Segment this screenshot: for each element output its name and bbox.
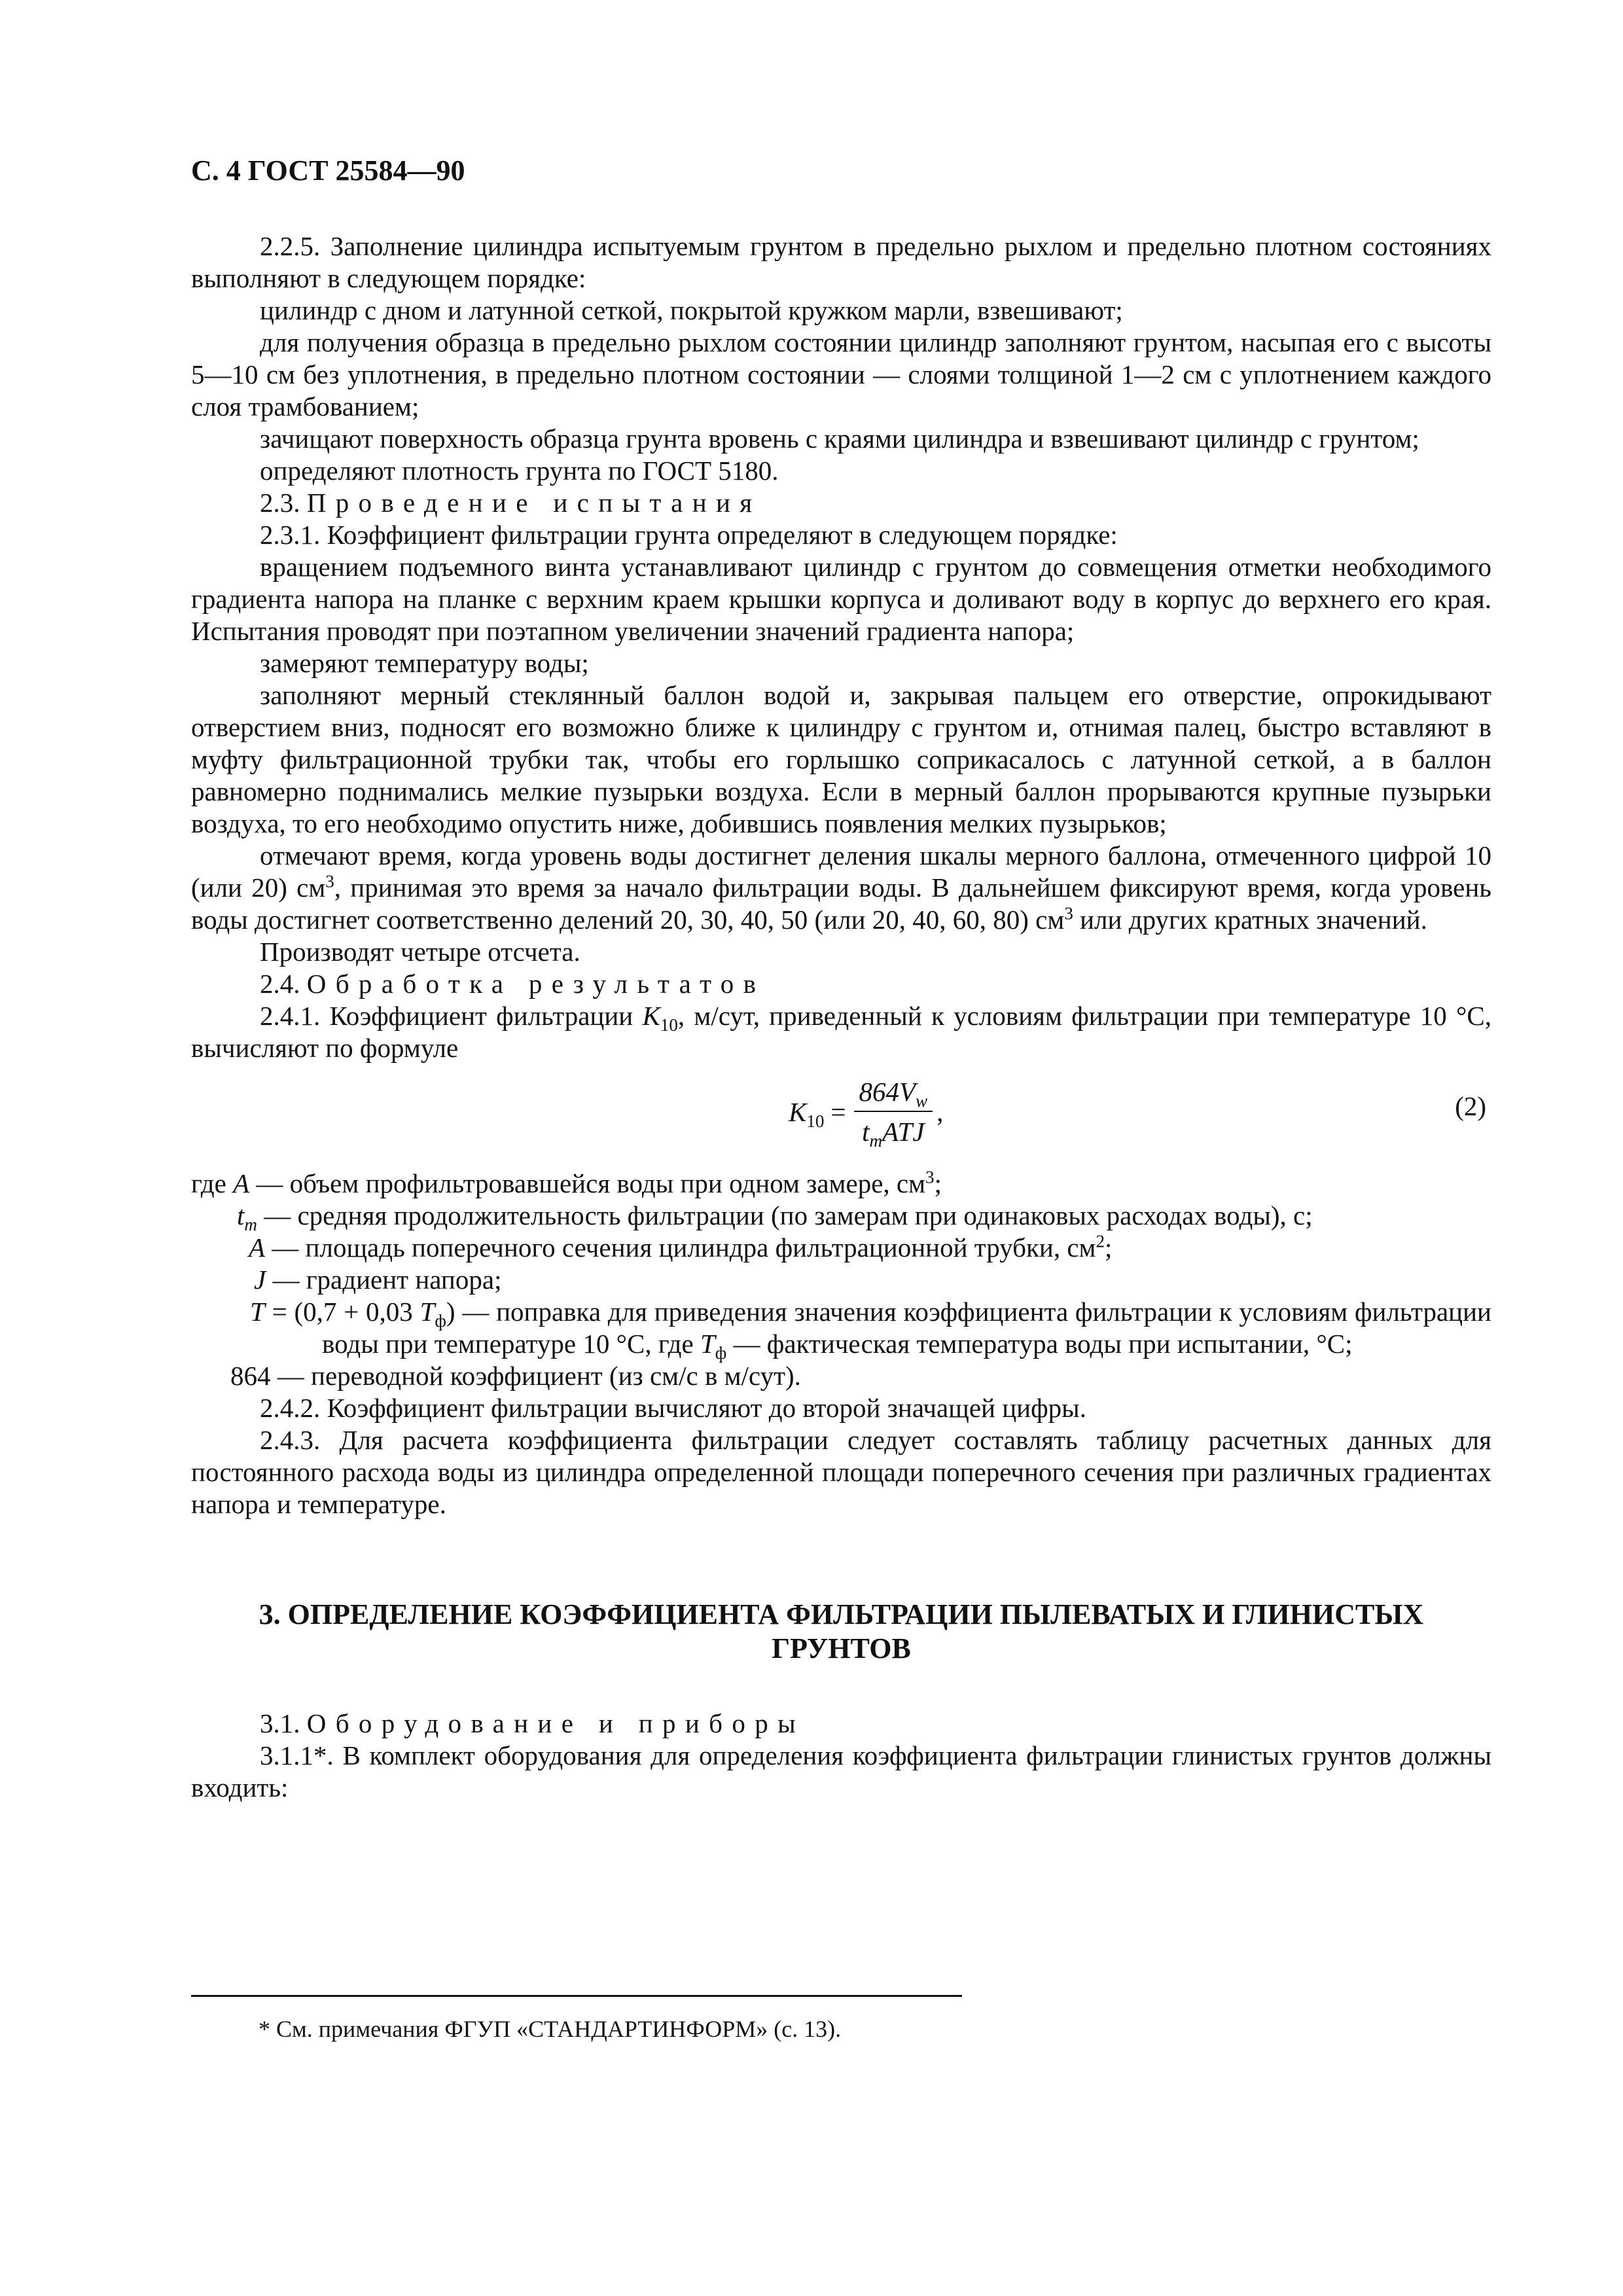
list-item: для получения образца в предельно рыхлом состоянии цилиндр заполняют грунтом, насыпая его с высоты 5—10 см без уплотнения, в предельно плотном состоянии — слоями толщиной 1—2 см с уплотнением каждого слоя трамбованием; (191, 327, 1491, 422)
paragraph-2-4-1: 2.4.1. Коэффициент фильтрации $K_{10}$, м/сут, приведенный к условиям фильтрации при температуре 10 °С, вычисляют по формуле (191, 1001, 1491, 1063)
subsection-title: Обработка результатов (306, 969, 766, 999)
subsection-heading-3-1 (191, 1708, 1491, 1740)
where-item: J — градиент напора; (254, 1265, 502, 1295)
formula-lhs: $K_{10}$ (789, 1096, 825, 1131)
where-item: 864 — переводной коэффициент (из см/с в м/сут). (230, 1361, 801, 1391)
formula-denominator: $t_mATJ$ (862, 1117, 925, 1151)
subsection-title: Проведение испытания (306, 488, 762, 518)
document-body (191, 230, 1491, 1804)
subsection-heading-2-4 (191, 968, 1491, 1000)
where-item: A — площадь поперечного сечения цилиндра фильтрационной трубки, $см^2$; (249, 1231, 1113, 1263)
page-header: С. 4 ГОСТ 25584—90 (191, 154, 465, 187)
paragraph-3-1-1: 3.1.1*. В комплект оборудования для определения коэффициента фильтрации глинистых грунтов должны входить: (191, 1740, 1491, 1803)
where-item: $t_m$ — средняя продолжительность фильтрации (по замерам при одинаковых расходах воды), с; (237, 1200, 1313, 1235)
formula-fraction (854, 1076, 933, 1151)
subsection-heading-2-3 (191, 487, 1491, 519)
subsection-number: 2.4. (260, 969, 300, 999)
list-item: заполняют мерный стеклянный баллон водой и, закрывая пальцем его отверстие, опрокидывают отверстием вниз, подносят его возможно ближе к цилиндру с грунтом и, отнимая палец, быстро вставляют в муфту фильтрационной трубки так, чтобы его горлышко соприкасалось с латунной сеткой, а в баллон равномерно поднимались мелкие пузырьки воздуха. Если в мерный баллон прорываются крупные пузырьки воздуха, то его необходимо опустить ниже, добившись появления мелких пузырьков; (191, 680, 1491, 838)
subsection-number: 2.3. (260, 488, 300, 518)
footnote: * См. примечания ФГУП «СТАНДАРТИНФОРМ» (с. 13). (259, 2016, 842, 2042)
list-item: отмечают время, когда уровень воды достигнет деления шкалы мерного баллона, отмеченного цифрой 10 (или 20) $см^3$, принимая это время за начало фильтрации воды. В дальнейшем фиксируют время, когда уровень воды достигнет соответственно делений 20, 30, 40, 50 (или 20, 40, 60, 80) $см^3$ или других кратных значений. (191, 840, 1491, 935)
paragraph-2-4-2: 2.4.2. Коэффициент фильтрации вычисляют до второй значащей цифры. (260, 1393, 1086, 1423)
list-item: зачищают поверхность образца грунта вровень с краями цилиндра и взвешивают цилиндр с грунтом; (260, 423, 1419, 454)
list-item: определяют плотность грунта по ГОСТ 5180. (260, 456, 779, 486)
equation-number: (2) (1455, 1091, 1486, 1121)
where-item: где A — объем профильтровавшейся воды при одном замере, $см^3$; (191, 1167, 942, 1198)
where-item: T = (0,7 + 0,03 $T_ф$) — поправка для приведения значения коэффициента фильтрации к условиям фильтрации воды при температуре 10 °С, где $T_ф$ — фактическая температура воды при испытании, °С; (250, 1297, 1491, 1363)
formula-comma: , (936, 1096, 944, 1127)
formula-numerator: $864V_w$ (854, 1076, 933, 1112)
subsection-number: 3.1. (260, 1708, 300, 1738)
list-item: цилиндр с дном и латунной сеткой, покрытой кружком марли, взвешивают; (260, 295, 1123, 325)
list-item: Производят четыре отсчета. (260, 937, 580, 967)
footnote-rule (191, 1995, 962, 1997)
section-title-3: 3. ОПРЕДЕЛЕНИЕ КОЭФФИЦИЕНТА ФИЛЬТРАЦИИ ПЫЛЕВАТЫХ И ГЛИНИСТЫХ ГРУНТОВ (259, 1598, 1424, 1664)
paragraph-2-2-5: 2.2.5. Заполнение цилиндра испытуемым грунтом в предельно рыхлом и предельно плотном состояниях выполняют в следующем порядке: (191, 231, 1491, 293)
formula-block (191, 1071, 1491, 1162)
paragraph-2-4-3: 2.4.3. Для расчета коэффициента фильтрации следует составлять таблицу расчетных данных для постоянного расхода воды из цилиндра определенной площади поперечного сечения при различных градиентах напора и температуре. (191, 1425, 1491, 1519)
formula (789, 1076, 944, 1151)
paragraph-2-3-1: 2.3.1. Коэффициент фильтрации грунта определяют в следующем порядке: (260, 520, 1118, 550)
list-item: вращением подъемного винта устанавливают цилиндр с грунтом до совмещения отметки необходимого градиента напора на планке с верхним краем крышки корпуса и доливают воду в корпус до верхнего его края. Испытания проводят при поэтапном увеличении значений градиента напора; (191, 552, 1491, 646)
formula-equals: = (830, 1096, 846, 1127)
subsection-title: Оборудование и приборы (306, 1708, 805, 1738)
list-item: замеряют температуру воды; (260, 648, 589, 678)
